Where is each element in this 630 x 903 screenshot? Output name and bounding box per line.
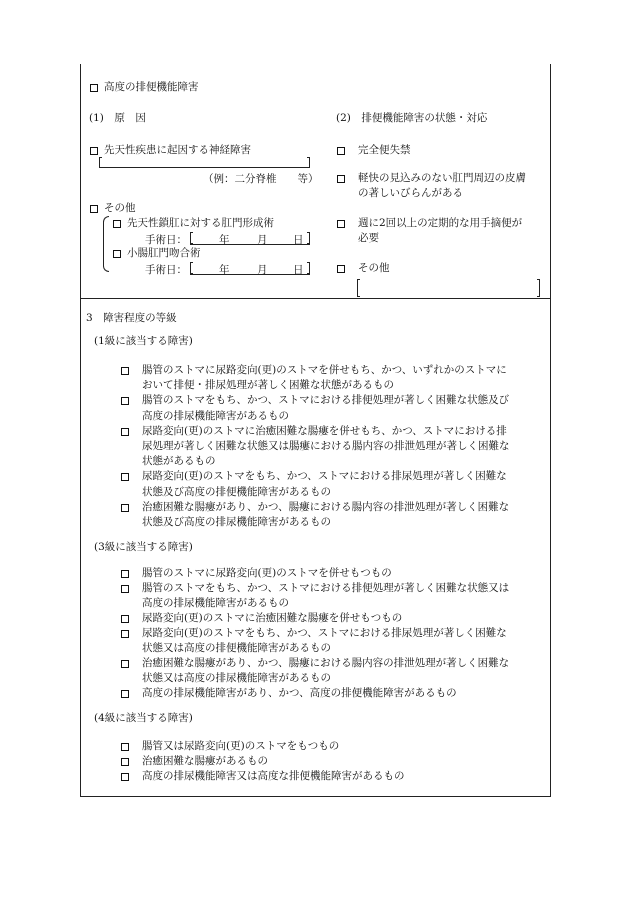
- level3-item-2-line-2: 高度の排尿機能障害があるもの: [142, 597, 289, 609]
- status-other-bracket-right[interactable]: [537, 279, 540, 297]
- level1-item-1-line-2: おいて排便・排尿処理が著しく困難な状態があるもの: [142, 379, 394, 392]
- anal-surgery-label: 先天性鎖肛に対する肛門形成術: [127, 217, 274, 229]
- year-label-1: 年: [219, 234, 230, 246]
- level4-item-1-line-1: 腸管又は尿路変向(更)のストマをもつもの: [142, 740, 340, 752]
- date-bracket-right-1: [307, 232, 310, 244]
- date-input-line-2[interactable]: [190, 274, 310, 275]
- level4-checkbox-1[interactable]: [121, 743, 129, 751]
- checkbox-cause-other[interactable]: [90, 205, 98, 213]
- date-bracket-right-2: [307, 262, 310, 274]
- level4-checkbox-2[interactable]: [121, 758, 129, 766]
- level1-item-3-line-3: 状態があるもの: [142, 455, 216, 468]
- skin-label-line1: 軽快の見込みのない肛門周辺の皮膚: [358, 172, 526, 184]
- level1-checkbox-1[interactable]: [121, 367, 129, 375]
- bowel-surgery-label: 小腸肛門吻合術: [127, 247, 201, 259]
- date-bracket-left-2: [190, 262, 193, 274]
- congenital-label: 先天性疾患に起因する神経障害: [104, 144, 251, 156]
- status-other-bracket-left: [357, 279, 360, 297]
- severe-bowel-label: 高度の排便機能障害: [104, 81, 199, 93]
- level4-heading: (4級に該当する障害): [94, 712, 193, 724]
- level3-checkbox-4[interactable]: [121, 630, 129, 638]
- weekly-label-line1: 週に2回以上の定期的な用手摘便が: [358, 217, 523, 229]
- level1-item-5-line-2: 状態及び高度の排尿機能障害があるもの: [142, 516, 331, 528]
- level1-checkbox-2[interactable]: [121, 397, 129, 405]
- level1-item-4-line-1: 尿路変向(更)のストマをもち、かつ、ストマにおける排尿処理が著しく困難な: [142, 470, 507, 483]
- section-divider: [81, 298, 550, 299]
- status-other-label: その他: [358, 262, 390, 274]
- level1-item-2-line-2: 高度の排尿機能障害があるもの: [142, 409, 289, 422]
- level3-item-6-line-1: 高度の排尿機能障害があり、かつ、高度の排便機能障害があるもの: [142, 687, 457, 699]
- level3-item-4-line-2: 状態又は高度の排便機能障害があるもの: [142, 642, 331, 654]
- month-label-2: 月: [257, 264, 268, 276]
- level3-item-5-line-2: 状態又は高度の排尿機能障害があるもの: [142, 672, 331, 684]
- level3-item-4-line-1: 尿路変向(更)のストマをもち、かつ、ストマにおける排尿処理が著しく困難な: [142, 627, 507, 639]
- level3-checkbox-2[interactable]: [121, 585, 129, 593]
- month-label-1: 月: [257, 234, 268, 246]
- checkbox-complete-incontinence[interactable]: [337, 147, 345, 155]
- level1-checkbox-3[interactable]: [121, 428, 129, 436]
- checkbox-congenital[interactable]: [90, 147, 98, 155]
- level3-checkbox-6[interactable]: [121, 690, 129, 698]
- example-text: （例：二分脊椎 等）: [203, 173, 319, 185]
- year-label-2: 年: [219, 264, 230, 276]
- day-label-1: 日: [293, 234, 304, 246]
- level4-checkbox-3[interactable]: [121, 773, 129, 781]
- cause-other-label: その他: [104, 202, 136, 214]
- level3-checkbox-3[interactable]: [121, 615, 129, 623]
- level1-item-1-line-1: 腸管のストマに尿路変向(更)のストマを併せもち、かつ、いずれかのストマに: [142, 364, 507, 376]
- date-input-line-1[interactable]: [190, 244, 310, 245]
- level1-heading: (1級に該当する障害): [94, 335, 193, 347]
- cause-heading: (1) 原 因: [89, 112, 146, 124]
- level3-item-1-line-1: 腸管のストマに尿路変向(更)のストマを併せもつもの: [142, 567, 392, 579]
- level3-item-5-line-1: 治癒困難な腸瘻があり、かつ、腸瘻における腸内容の排泄処理が著しく困難な: [142, 657, 510, 669]
- level1-item-4-line-2: 状態及び高度の排便機能障害があるもの: [142, 485, 331, 498]
- level1-checkbox-5[interactable]: [121, 504, 129, 512]
- checkbox-anal-surgery[interactable]: [113, 220, 121, 228]
- level3-item-2-line-1: 腸管のストマをもち、かつ、ストマにおける排便処理が著しく困難な状態又は: [142, 582, 510, 594]
- congenital-input-line[interactable]: [99, 167, 310, 168]
- level3-item-3-line-1: 尿路変向(更)のストマに治癒困難な腸瘻を併せもつもの: [142, 612, 403, 624]
- congenital-bracket-right: [307, 157, 310, 168]
- level3-heading: (3級に該当する障害): [94, 541, 193, 553]
- checkbox-status-other[interactable]: [337, 265, 345, 273]
- date-bracket-left-1: [190, 232, 193, 244]
- complete-incontinence-label: 完全便失禁: [358, 144, 411, 156]
- checkbox-severe-bowel[interactable]: [90, 84, 98, 92]
- weekly-label-line2: 必要: [358, 232, 379, 244]
- surgery-date-label-2: 手術日：: [145, 264, 187, 276]
- level1-item-5-line-1: 治癒困難な腸瘻があり、かつ、腸瘻における腸内容の排泄処理が著しく困難な: [142, 500, 510, 513]
- level3-checkbox-1[interactable]: [121, 570, 129, 578]
- other-brace: [103, 216, 109, 272]
- status-heading: (2) 排便機能障害の状態・対応: [336, 112, 488, 124]
- grade-heading: 3 障害程度の等級: [86, 312, 177, 324]
- level4-item-2-line-1: 治癒困難な腸瘻があるもの: [142, 755, 268, 767]
- surgery-date-label-1: 手術日：: [145, 234, 187, 246]
- level1-item-3-line-2: 尿処理が著しく困難な状態又は腸瘻における腸内容の排泄処理が著しく困難な: [142, 440, 510, 452]
- checkbox-skin[interactable]: [337, 175, 345, 183]
- level1-checkbox-4[interactable]: [121, 473, 129, 481]
- level4-item-3-line-1: 高度の排尿機能障害又は高度な排便機能障害があるもの: [142, 770, 405, 782]
- skin-label-line2: の著しいびらんがある: [358, 187, 463, 199]
- level1-item-2-line-1: 腸管のストマをもち、かつ、ストマにおける排便処理が著しく困難な状態及び: [142, 394, 510, 407]
- level3-checkbox-5[interactable]: [121, 660, 129, 668]
- checkbox-weekly[interactable]: [337, 220, 345, 228]
- checkbox-bowel-surgery[interactable]: [113, 250, 121, 258]
- day-label-2: 日: [293, 264, 304, 276]
- level1-item-3-line-1: 尿路変向(更)のストマに治癒困難な腸瘻を併せもち、かつ、ストマにおける排: [142, 424, 507, 437]
